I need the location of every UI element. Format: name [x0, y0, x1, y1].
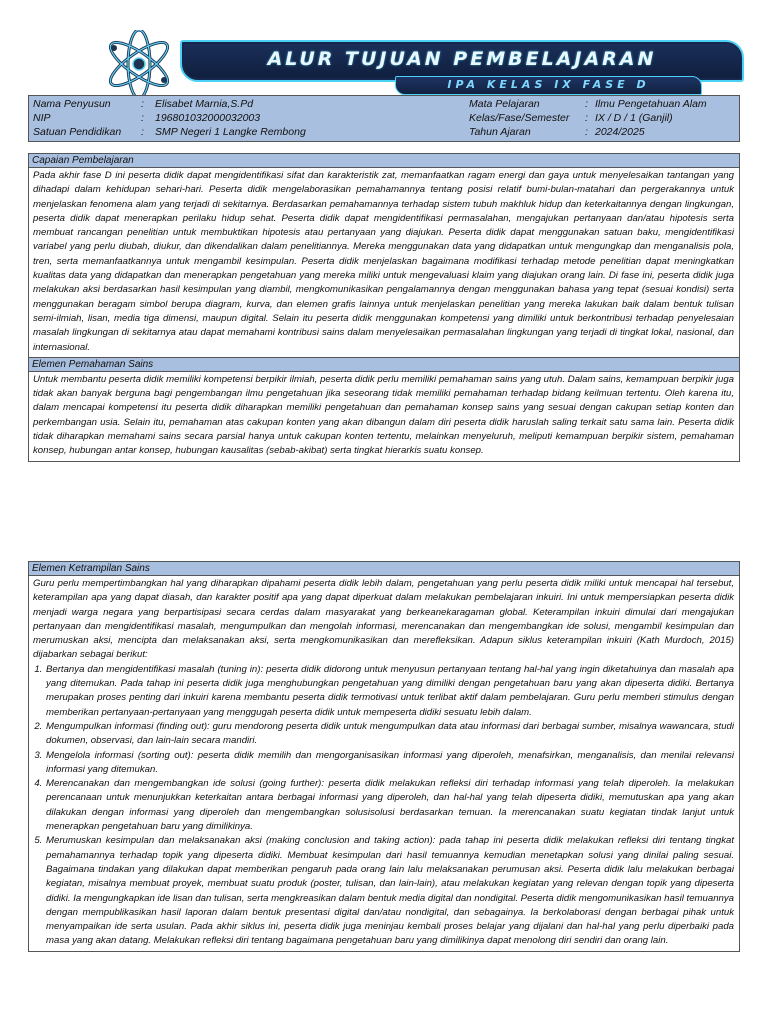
- identity-value: 2024/2025: [595, 126, 645, 138]
- list-item: 2. Mengumpulkan informasi (finding out): guru mendorong peserta didik untuk mengumpulkan data atau informasi dari berbagai sumber, misalnya wawancara, studi dokumen, observasi, dan lain-lain secara mandiri.: [45, 720, 734, 749]
- list-item: 1. Bertanya dan mengidentifikasi masalah (tuning in): peserta didik didorong untuk menyusun pertanyaan tentang hal-hal yang ingin diketahuinya dan masalah apa yang ditemukan. Pada tahap ini peserta didik juga menghubungkan pengetahuan yang dimiliki dengan pengetahuan baru yang akan dipeserta didiki. Bertanya merupakan proses penting dari inkuiri karena membantu peserta didik termotivasi untuk terlibat aktif dalam pembelajaran. Guru perlu memberi stimulus dengan memberikan pertanyaan-pertanyaan yang menggugah peserta didik untuk mempeserta didiki sesuatu lebih dalam.: [45, 663, 734, 720]
- document-title: ALUR TUJUAN PEMBELAJARAN: [267, 48, 657, 70]
- identity-row-satuan: [33, 125, 383, 139]
- identity-value: Ilmu Pengetahuan Alam: [595, 98, 707, 110]
- identity-row-kelas: [469, 111, 734, 125]
- identity-box: [28, 95, 740, 142]
- identity-label: Satuan Pendidikan: [33, 126, 122, 138]
- pemahaman-text: Untuk membantu peserta didik memiliki kompetensi berpikir ilmiah, peserta didik perlu memiliki pemahaman sains yang utuh. Dalam sains, kemampuan berpikir juga tidak akan banyak berguna bagi pengembangan ilmu pengetahuan jika seseorang tidak memiliki pemahaman terhadap bidang keilmuan tertentu. Oleh karena itu, dalam mencapai kompetensi itu peserta didik diharapkan memiliki pengetahuan dan pemahaman konsep sains yang sesuai dengan cakupan setiap konten dan perkembangan usia. Selain itu, pemahaman atas cakupan konten yang akan dibangun dalam diri peserta didik haruslah saling terkait satu sama lain. Peserta didik tidak diharapkan memahami sains secara parsial hanya untuk cakupan konten tertentu, melainkan menyeluruh, meliputi kemampuan berpikir sistem, pemahaman konsep, hubungan antar konsep, hubungan kausalitas (sebab-akibat) serta tingkat hierarkis suatu konsep.: [33, 373, 734, 457]
- identity-row-mapel: [469, 97, 734, 111]
- list-item: 5. Merumuskan kesimpulan dan melaksanakan aksi (making conclusion and taking action): pada tahap ini peserta didik melakukan refleksi diri tentang tingkat pemahamannya terhadap topik yang dipeserta didiki. Membuat kesimpulan dari hasil temuannya kemudian menetapkan solusi yang dinilai paling sesuai. Bagaimana tindakan yang dilakukan dapat memberikan pengaruh pada orang lain lalu melaksanakan perumusan aksi. Peserta didik lalu melakukan berbagai kegiatan, misalnya membuat proyek, membuat suatu produk (poster, tulisan, dan lain-lain), atau melakukan kegiatan yang relevan dengan topik yang dipeserta didiki. Ia mengungkapkan ide lisan dan tulisan, serta mengkreasikan dalam bentuk media digital dan nondigital. Peserta didik mengomunikasikan hasil temuannya dengan mempublikasikan hasil laporan dalam bentuk presentasi digital dan/atau nondigital, dan sebagainya. Ia berkolaborasi dengan berbagai pihak untuk menyampaikan ide serta usulan. Pada akhir siklus ini, peserta didik juga meninjau kembali proses belajar yang dijalani dan hal-hal yang perlu diperbaiki pada masa yang akan datang. Melakukan refleksi diri tentang bagaimana pengetahuan baru yang dimilikinya dapat menolong diri sendiri dan orang lain.: [45, 834, 734, 948]
- pemahaman-heading: Elemen Pemahaman Sains: [29, 357, 739, 372]
- ketrampilan-section: [28, 561, 740, 952]
- identity-label: NIP: [33, 112, 51, 124]
- identity-colon: :: [141, 98, 144, 110]
- capaian-heading: Capaian Pembelajaran: [29, 154, 739, 168]
- identity-label: Nama Penyusun: [33, 98, 111, 110]
- identity-row-nama: [33, 97, 383, 111]
- identity-colon: :: [141, 126, 144, 138]
- ketrampilan-heading: Elemen Ketrampilan Sains: [29, 562, 739, 576]
- capaian-text: Pada akhir fase D ini peserta didik dapat mengidentifikasi sifat dan karakteristik zat, memanfaatkan ragam energi dan gaya untuk menyelesaikan tantangan yang dihadapi dalam kehidupan sehari-hari. Peserta didik mengelaborasikan pemahamannya tentang posisi relatif bumi-bulan-matahari dan pergerakannya untuk menjelaskan fenomena alam yang terjadi di sekitarnya. Berdasarkan pemahamannya terhadap sistem tubuh makhluk hidup dan keterkaitannya dengan lingkungan, peserta didik dapat menerapkan perilaku hidup sehat. Peserta didik dapat mengidentifikasi permasalahan, mengajukan pertanyaan dan/atau hipotesis serta membuat rancangan penelitian untuk membuktikan hipotesis atau pertanyaan yang diajukan. Peserta didik dapat menggunakan satuan baku, mengidentifikasi variabel yang perlu diubah, diukur, dan dikendalikan dalam penelitiannya. Mereka menggunakan data yang didapatkan untuk mengungkap dan menganalisis pola, tren, serta memanfaatkannya untuk mengambil kesimpulan. Peserta didik menjelaskan bagaimana modifikasi terhadap metode penelitian dapat meningkatkan kualitas data yang didapatkan dan menerapkan pengetahuan yang mereka miliki untuk mengevaluasi klaim yang diajukan orang lain. Di fase ini, peserta didik juga melakukan aksi berdasarkan hasil kesimpulan yang diambil, mengkomunikasikan pengalamannya dengan menggunakan bahasa yang tepat (sesuai kondisi) serta menggunakan beragam simbol berupa diagram, kurva, dan elemen grafis lainnya untuk menjelaskan penelitian yang mereka lakukan baik dalam bentuk tulisan semi-ilmiah, lisan, media tiga dimensi, maupun digital. Selain itu peserta didik menggunakan kompetensi yang dimiliki untuk berkontribusi terhadap penyelesaian masalah lingkungan di sekitarnya atau dapat memahami kontribusi sains dalam menyelesaikan permasalahan lingkungan yang terjadi di tingkat lokal, nasional, dan internasional.: [33, 170, 734, 353]
- identity-colon: :: [585, 126, 588, 138]
- header-banner: [100, 30, 657, 100]
- list-item: 3. Mengelola informasi (sorting out): peserta didik memilih dan mengorganisasikan informasi yang diperoleh, menafsirkan, menganalisis, dan menilai relevansi informasi yang ditemukan.: [45, 749, 734, 778]
- identity-row-tahun: [469, 125, 734, 139]
- capaian-section: [28, 153, 740, 462]
- identity-label: Mata Pelajaran: [469, 98, 540, 110]
- identity-value: 196801032000032003: [155, 112, 261, 124]
- ketrampilan-intro: Guru perlu mempertimbangkan hal yang diharapkan dipahami peserta didik lebih dalam, pengetahuan yang perlu peserta didik miliki untuk mencapai hal tersebut, keterampilan apa yang dapat diasah, dan karakter positif apa yang dapat diperkuat dalam melakukan pembelajaran inkuiri. Ini untuk mempersiapkan peserta didik menjadi warga negara yang berpartisipasi secara cerdas dalam masyarakat yang berkeanekaragaman global. Keterampilan inkuiri dimulai dari mengajukan pertanyaan dan mengidentifikasi masalah, mengumpulkan dan mengolah informasi, merencanakan dan mengembangkan ide solusi, mengambil kesimpulan dan merumuskan aksi, mencipta dan melaksanakan aksi, serta mengkomunikasikan dan merefleksikan. Adapun siklus keterampilan inkuiri (Kath Murdoch, 2015) dijabarkan sebagai berikut:: [33, 578, 734, 661]
- document-subtitle: IPA KELAS IX FASE D: [447, 78, 650, 91]
- atom-icon: [100, 30, 178, 98]
- ketrampilan-body: [29, 576, 739, 951]
- inquiry-steps-list: [33, 663, 734, 949]
- identity-colon: :: [585, 98, 588, 110]
- identity-value: IX / D / 1 (Ganjil): [595, 112, 673, 124]
- list-item: 4. Merencanakan dan mengembangkan ide solusi (going further): peserta didik melakukan refleksi diri terhadap informasi yang telah diperoleh. Ia melakukan perencanaan untuk menunjukkan keterkaitan antara berbagai informasi yang diperoleh, dan hal-hal yang telah dipeserta didiki, memutuskan apa yang akan dilakukan dengan informasi yang diperoleh dan mengembangkan solusisolusi berdasarkan temuan. Ia merencanakan suatu kegiatan tindak lanjut untuk menerapkan pengetahuan baru yang dimilikinya.: [45, 777, 734, 834]
- identity-value: Elisabet Marnia,S.Pd: [155, 98, 254, 110]
- identity-label: Tahun Ajaran: [469, 126, 531, 138]
- identity-label: Kelas/Fase/Semester: [469, 112, 570, 124]
- identity-row-nip: [33, 111, 383, 125]
- identity-colon: :: [585, 112, 588, 124]
- banner-subtitle-panel: [395, 76, 702, 95]
- identity-value: SMP Negeri 1 Langke Rembong: [155, 126, 306, 138]
- identity-colon: :: [141, 112, 144, 124]
